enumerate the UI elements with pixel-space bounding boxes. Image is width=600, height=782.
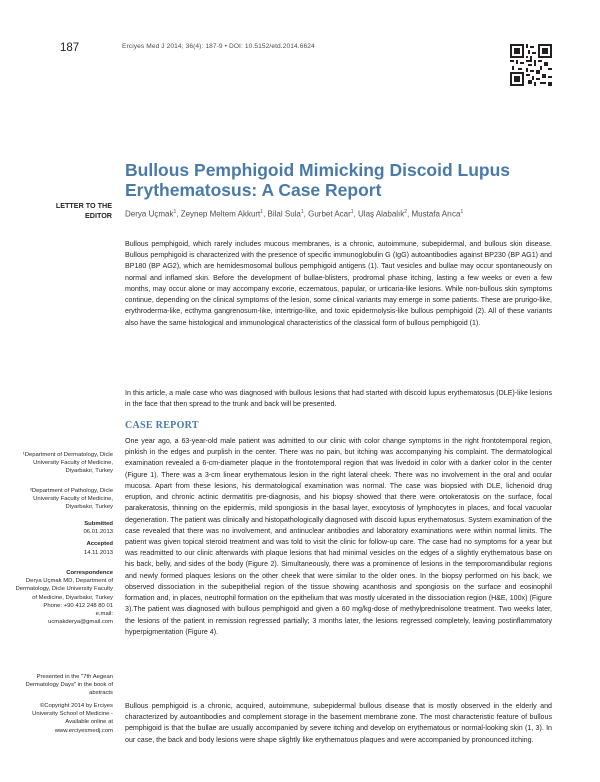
email-link[interactable]: ucmakderya@gmail.com xyxy=(48,619,113,626)
correspondence-label: Correspondence xyxy=(66,570,113,576)
discussion-paragraph: Bullous pemphigoid is a chronic, acquired, autoimmune, subepidermal bullous disease that is mostly observed in the elderly and characterized by autoantibodies and complement storage in the basement membrane zone. The most characteristic feature of bullous pemphigoid is that the bullae are usually accompanied by severe itching and develop on erythematous or normal-looking skin (1, 3). In our case, the back and body lesions were shape slightly like erythematous plaques and were accompanied by pronounced itching. xyxy=(125,702,552,744)
article-section-label: LETTER TO THE EDITOR xyxy=(55,201,112,220)
correspondence-text: Derya Uçmak MD, Department of Dermatology, Dicle University Faculty of Medicine, Diyarbakır, Turkey xyxy=(15,578,113,601)
email-label: e.mail: xyxy=(95,611,113,618)
copyright-note: ©Copyright 2014 by Erciyes University School of Medicine - Available online at www.erciyesmedj.com xyxy=(32,703,113,734)
correspondence-block xyxy=(15,569,113,626)
author-affiliation-marker: 1 xyxy=(460,209,464,215)
qr-code-icon xyxy=(510,44,552,86)
presentation-note: Presented in the "7th Aegean Dermatology Days" in the book of abstracts xyxy=(25,674,113,697)
accepted-label: Accepted xyxy=(86,541,113,548)
accepted-date: 14.11.2013 xyxy=(83,549,113,556)
article-title: Bullous Pemphigoid Mimicking Discoid Lupus Erythematosus: A Case Report xyxy=(125,160,511,200)
author-list: Derya Uçmak$^1$, Zeynep Meltem Akkurt$^1$, Bilal Sula$^1$, Gurbet Acar$^1$, Ulaş Alabalık$^2$, Mustafa Arıca$^1$ xyxy=(125,209,464,219)
author-name: Mustafa Arıca xyxy=(411,209,461,219)
journal-citation: Erciyes Med J 2014; 36(4): 187-9 • DOI: 10.5152/etd.2014.6624 xyxy=(122,43,315,50)
phone: Phone: +90 412 248 80 01 xyxy=(43,602,113,609)
author-affiliation-marker: 1 xyxy=(173,209,177,215)
affiliation-1: ¹Department of Dermatology, Dicle University Faculty of Medicine, Diyarbakır, Turkey xyxy=(22,452,113,475)
intro-paragraph: In this article, a male case who was diagnosed with bullous lesions that had started with discoid lupus erythematosus (DLE)-like lesions in the face that then spread to the trunk and back will be presented. xyxy=(125,389,552,409)
author-name: Ulaş Alabalık xyxy=(358,209,405,219)
submitted-date: 06.01.2013 xyxy=(83,529,113,536)
author-affiliation-marker: 2 xyxy=(404,209,408,215)
author-name: Gurbet Acar xyxy=(308,209,351,219)
author-name: Zeynep Meltem Akkurt xyxy=(180,209,261,219)
page-number: 187 xyxy=(60,42,80,54)
author-affiliation-marker: 1 xyxy=(350,209,354,215)
author-name: Bilal Sula xyxy=(267,209,301,219)
case-report-paragraph: One year ago, a 63-year-old male patient was admitted to our clinic with color change symptoms in the right frontotemporal region, pinkish in the edges and purplish in the center. There was no pain, but itching was accompanying his complaint. The dermatological examination revealed a 6-cm-diameter plaque in the frontotemporal region that was livedoid in color with a darker color in the center (Figure 1). There was a 3-cm linear erythematous lesion in the right lateral cheek. There was no involvement in the oral and ocular mucosa. Apart from these lesions, his dermatological examination was normal. The case was biopsied with DLE, lichenoid drug eruption, and chronic actinic dermatitis pre-diagnosis, and his biopsy showed that there were ortokeratosis on the surface, focal parakeratosis, thinning on the epidermis, mild spongiosis in the basal layer, exocytosis of lymphocytes in places, and focal vacuolar degeneration. The patient was clinically and histopathologically diagnosed with discoid lupus erythematosus. System examination of the case revealed that there was no involvement, and antinuclear antibodies and laboratory examinations were within normal limits. The patient was given topical steroid treatment and was told to visit the clinic for follow-up care. The case had no symptoms for a year but was readmitted to our clinic afterwards with plaque lesions that had minimal vesicles on the edges of a slightly erythematous base on his back, belly, and sides of the body (Figure 2). Simultaneously, there was a prominence of lesions in the temporomandibular regions and newly formed plaques lesions on the other cheek that were similar to the older ones. In the biopsy performed on his back, we observed dissociation in the subepithelial region of the tissue showing acanthosis and spongiosis on the surface and eosinophil formation and, in places, neutrophil formation on the epithelium that was mostly ulcerated in the dissociation region (H&E, 100x) (Figure 3).The patient was diagnosed with bullous pemphigoid and given a 60 mg/kg-dose of methylprednisolone treatment. Two weeks later, the lesions of the patient in remission regressed partially; 3 months later, the lesions regressed completely, leaving postinflammatory hyperpigmentation (Figure 4). xyxy=(125,437,552,636)
author-affiliation-marker: 1 xyxy=(260,209,264,215)
submitted-label: Submitted xyxy=(84,521,113,527)
submission-dates xyxy=(15,520,113,557)
author-affiliation-marker: 1 xyxy=(300,209,304,215)
intro-paragraph: Bullous pemphigoid, which rarely includes mucous membranes, is a chronic, autoimmune, subepidermal, and bullous skin disease. Bullous pemphigoid is characterized with the presence of specific immunoglobulin G (IgG) autoantibodies against BP230 (BP AG1) and BP180 (BP AG2), which are hemidesmosomal bullous pemphigoid antigens (1). Taut vesicles and bullae may occur spontaneously on normal and inflamed skin. Before the development of bullae-blisters, prodromal phase itching, lasting a few weeks or even a few months, may occur alone or may accompany excorie, eczematous, papular, or urticaria-like lesions. While non-bullous skin symptoms continue, depending on the clinical symptoms of the lesion, some clinical variants may emerge in some patients. These are prurigo-like, erythroderma-like, ecthyma gangrenosum-like, intertrigo-like, and toxic epidermolysis-like bullous pemphigoid (2). All of these variants also have the same histological and immunological characteristics of the classical form of bullous pemphigoid (1). xyxy=(125,240,552,327)
author-name: Derya Uçmak xyxy=(125,209,174,219)
affiliation-2: ²Department of Pathology, Dicle University Faculty of Medicine, Diyarbakır, Turkey xyxy=(29,488,113,511)
section-heading: CASE REPORT xyxy=(125,420,199,431)
